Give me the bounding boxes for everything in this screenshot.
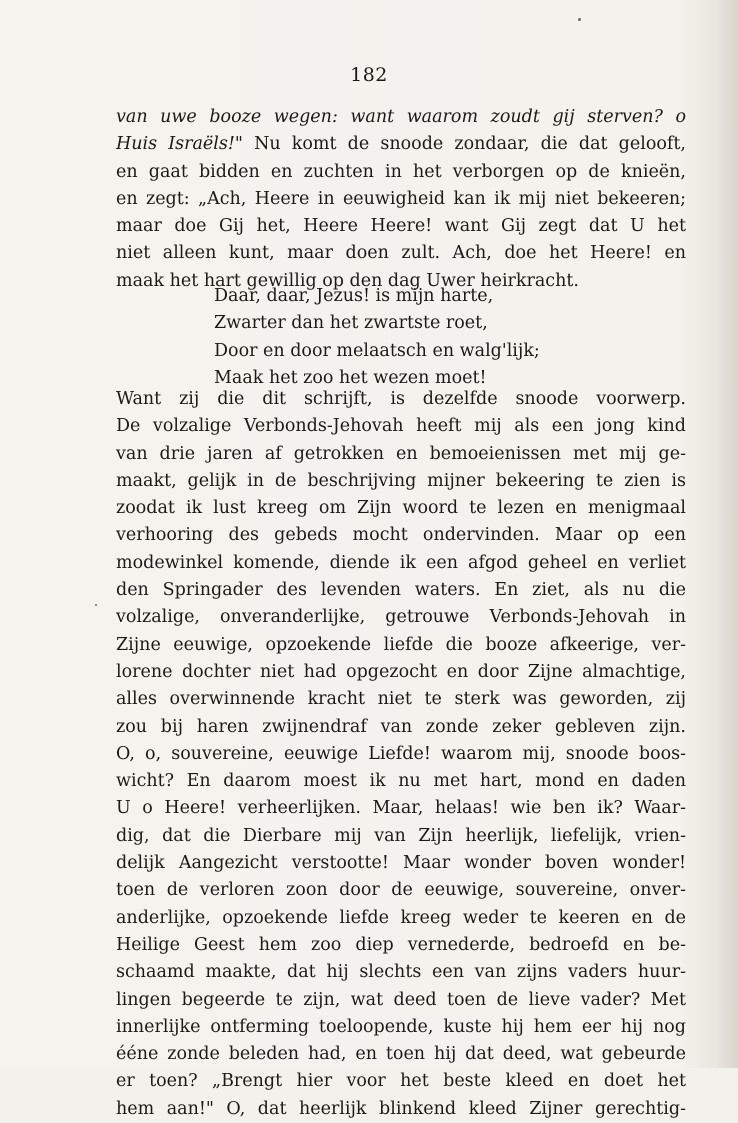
text-line bbox=[116, 104, 686, 131]
ink-speck bbox=[578, 18, 581, 21]
text-line: zoodat ik lust kreeg om Zijn woord te lezen en menigmaal bbox=[116, 498, 686, 519]
text-line: verhooring des gebeds mocht ondervinden. Maar op een bbox=[116, 525, 686, 546]
text-line: O, o, souvereine, eeuwige Liefde! waarom mij, snoode boos- bbox=[116, 743, 686, 764]
text-line: zou bij haren zwijnendraf van zonde zeker gebleven zijn. bbox=[116, 716, 686, 737]
text-line: Heilige Geest hem zoo diep vernederde, bedroefd en be- bbox=[116, 934, 686, 955]
text-line: den Springader des levenden waters. En ziet, als nu die bbox=[116, 580, 686, 601]
paragraph-1 bbox=[116, 104, 686, 295]
text-line: maakt, gelijk in de beschrijving mijner bekeering te zien is bbox=[116, 470, 686, 491]
poem-stanza bbox=[214, 283, 634, 392]
text-line: U o Heere! verheerlijken. Maar, helaas! wie ben ik? Waar- bbox=[116, 798, 686, 819]
italic-text: van uwe booze wegen: want waarom zoudt gij sterven? o bbox=[116, 107, 686, 127]
text-line: anderlijke, opzoekende liefde kreeg weder te keeren en de bbox=[116, 907, 686, 928]
page-number: 182 bbox=[350, 64, 388, 86]
poem-line: Zwarter dan het zwartste roet, bbox=[214, 313, 488, 334]
text-line: Want zij die dit schrijft, is dezelfde snoode voorwerp. bbox=[116, 389, 686, 409]
text-line: lorene dochter niet had opgezocht en door Zijne almachtige, bbox=[116, 661, 686, 682]
text-line: ééne zonde beleden had, en toen hij dat deed, wat gebeurde bbox=[116, 1044, 686, 1065]
text-line: van drie jaren af getrokken en bemoeienissen met mij ge- bbox=[116, 443, 686, 464]
text-line bbox=[116, 213, 686, 240]
text: en zegt: „Ach, Heere in eeuwigheid kan ik mij niet bekeeren; bbox=[116, 188, 686, 209]
text-line: wicht? En daarom moest ik nu met hart, mond en daden bbox=[116, 771, 686, 792]
text-line: alles overwinnende kracht niet te sterk was geworden, zij bbox=[116, 689, 686, 710]
ink-speck bbox=[95, 604, 97, 606]
text-line: De volzalige Verbonds-Jehovah heeft mij als een jong kind bbox=[116, 416, 686, 437]
text: maak het hart gewillig op den dag Uwer heirkracht. bbox=[116, 270, 579, 291]
text-line: er toen? „Brengt hier voor het beste kleed en doet het bbox=[116, 1071, 686, 1092]
poem-line: Maak het zoo het wezen moet! bbox=[214, 367, 487, 388]
text-line bbox=[116, 240, 686, 267]
paragraph-2 bbox=[116, 386, 686, 1123]
text-line: schaamd maakte, dat hij slechts een van zijns vaders huur- bbox=[116, 962, 686, 983]
text-line: toen de verloren zoon door de eeuwige, souvereine, onver- bbox=[116, 880, 686, 901]
text-line: hem aan!" O, dat heerlijk blinkend kleed Zijner gerechtig- bbox=[116, 1098, 686, 1119]
text-line: Zijne eeuwige, opzoekende liefde die booze afkeerige, ver- bbox=[116, 634, 686, 655]
text: niet alleen kunt, maar doen zult. Ach, doe het Heere! en bbox=[116, 243, 686, 264]
italic-text: Huis Israëls!" bbox=[116, 134, 243, 155]
text-line: delijk Aangezicht verstootte! Maar wonder boven wonder! bbox=[116, 853, 686, 874]
text-line: innerlijke ontferming toeloopende, kuste hij hem eer hij nog bbox=[116, 1016, 686, 1037]
text-line: modewinkel komende, diende ik een afgod geheel en verliet bbox=[116, 552, 686, 573]
text-line bbox=[116, 186, 686, 213]
text: Nu komt de snoode zondaar, die dat gelooft, bbox=[242, 134, 686, 155]
poem-line: Daar, daar, Jezus! is mijn harte, bbox=[214, 286, 494, 306]
text-line bbox=[116, 159, 686, 186]
text-line: volzalige, onveranderlijke, getrouwe Verbonds-Jehovah in bbox=[116, 607, 686, 628]
text-line: lingen begeerde te zijn, wat deed toen de lieve vader? Met bbox=[116, 989, 686, 1010]
text-line bbox=[116, 131, 686, 158]
text: en gaat bidden en zuchten in het verborgen op de knieën, bbox=[116, 161, 686, 182]
poem-line: Door en door melaatsch en walg'lijk; bbox=[214, 340, 540, 361]
text-line: dig, dat die Dierbare mij van Zijn heerlijk, liefelijk, vrien- bbox=[116, 825, 686, 846]
text: maar doe Gij het, Heere Heere! want Gij zegt dat U het bbox=[116, 216, 686, 237]
